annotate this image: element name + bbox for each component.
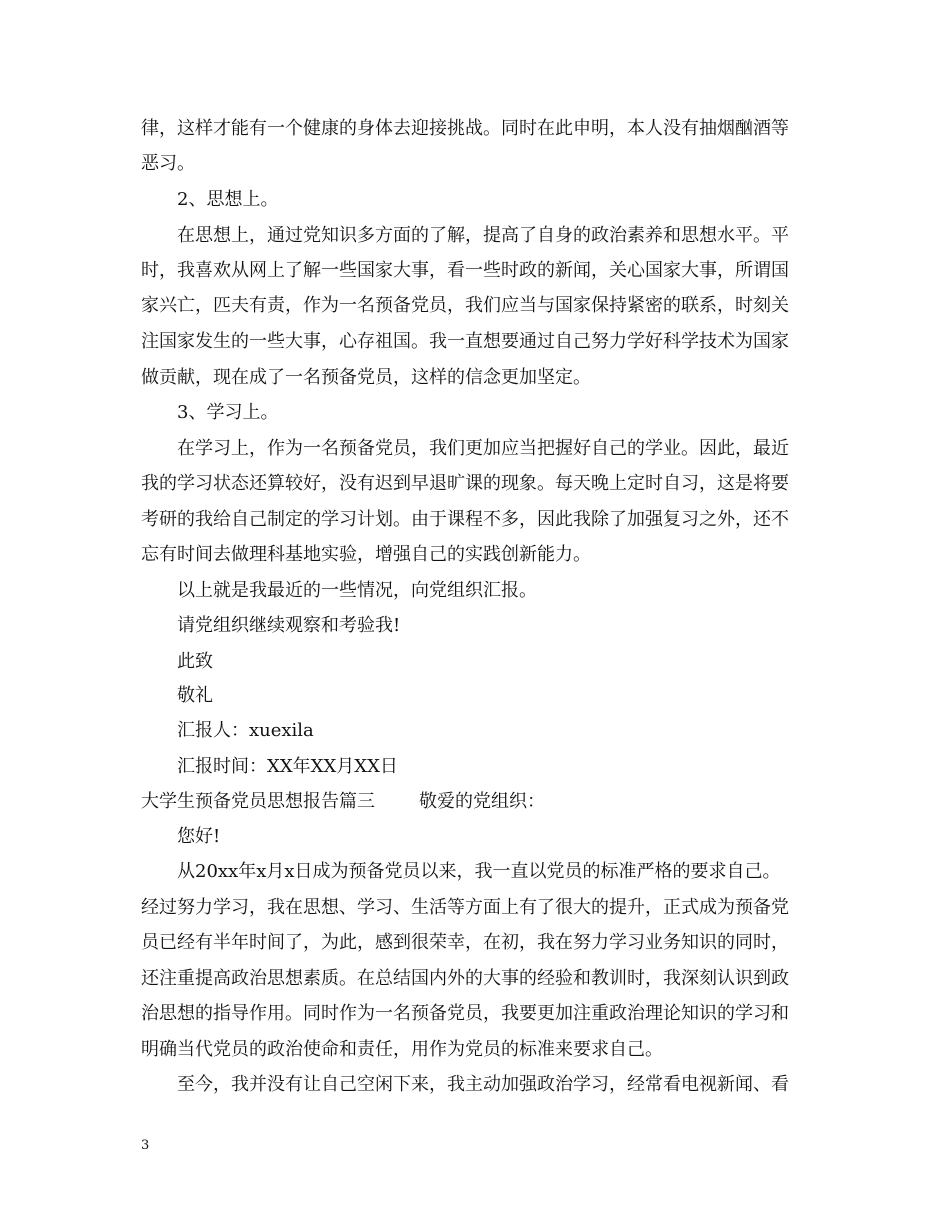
salutation: 敬爱的党组织： (419, 791, 545, 812)
text-line: 治思想的指导作用。同时作为一名预备党员，我要更加注重政治理论知识的学习和 (141, 1003, 789, 1024)
report-date-line: 汇报时间：XX年XX月XX日 (177, 756, 398, 777)
text-line: 律，这样才能有一个健康的身体去迎接挑战。同时在此申明，本人没有抽烟酗酒等 (141, 118, 789, 139)
text-line: 在思想上，通过党知识多方面的了解，提高了自身的政治素养和思想水平。平 (177, 225, 789, 246)
text-line: 从20xx年x月x日成为预备党员以来，我一直以党员的标准严格的要求自己。 (177, 861, 781, 882)
section-heading: 大学生预备党员思想报告篇三 (141, 791, 375, 812)
page-number: 3 (141, 1138, 150, 1153)
text-line: 员已经有半年时间了，为此，感到很荣幸，在初，我在努力学习业务知识的同时， (141, 932, 789, 953)
text-line: 考研的我给自己制定的学习计划。由于课程不多，因此我除了加强复习之外，还不 (141, 509, 789, 530)
section-subheading: 3、学习上。 (177, 402, 279, 423)
text-line: 忘有时间去做理科基地实验，增强自己的实践创新能力。 (141, 544, 591, 565)
text-line: 注国家发生的一些大事，心存祖国。我一直想要通过自己努力学好科学技术为国家 (141, 331, 789, 352)
closing-line: 敬礼 (177, 685, 213, 706)
text-line: 还注重提高政治思想素质。在总结国内外的大事的经验和教训时，我深刻认识到政 (141, 968, 789, 989)
section-heading-line (141, 790, 831, 814)
text-line: 在学习上，作为一名预备党员，我们更加应当把握好自己的学业。因此，最近 (177, 438, 789, 459)
greeting-line: 您好! (177, 826, 221, 847)
text-line: 我的学习状态还算较好，没有迟到早退旷课的现象。每天晚上定时自习，这是将要 (141, 473, 789, 494)
text-line: 至今，我并没有让自己空闲下来，我主动加强政治学习，经常看电视新闻、看 (177, 1074, 789, 1095)
text-line: 经过努力学习，我在思想、学习、生活等方面上有了很大的提升，正式成为预备党 (141, 897, 789, 918)
section-subheading: 2、思想上。 (177, 189, 279, 210)
text-line: 恶习。 (141, 153, 195, 174)
text-line: 时，我喜欢从网上了解一些国家大事，看一些时政的新闻，关心国家大事，所谓国 (141, 260, 789, 281)
reporter-line: 汇报人：xuexila (177, 720, 314, 741)
text-line: 以上就是我最近的一些情况，向党组织汇报。 (177, 580, 537, 601)
text-line: 请党组织继续观察和考验我! (177, 615, 401, 636)
text-line: 做贡献，现在成了一名预备党员，这样的信念更加坚定。 (141, 367, 591, 388)
text-line: 明确当代党员的政治使命和责任，用作为党员的标准来要求自己。 (141, 1039, 663, 1060)
text-line: 家兴亡，匹夫有责，作为一名预备党员，我们应当与国家保持紧密的联系，时刻关 (141, 295, 789, 316)
closing-line: 此致 (177, 651, 213, 672)
